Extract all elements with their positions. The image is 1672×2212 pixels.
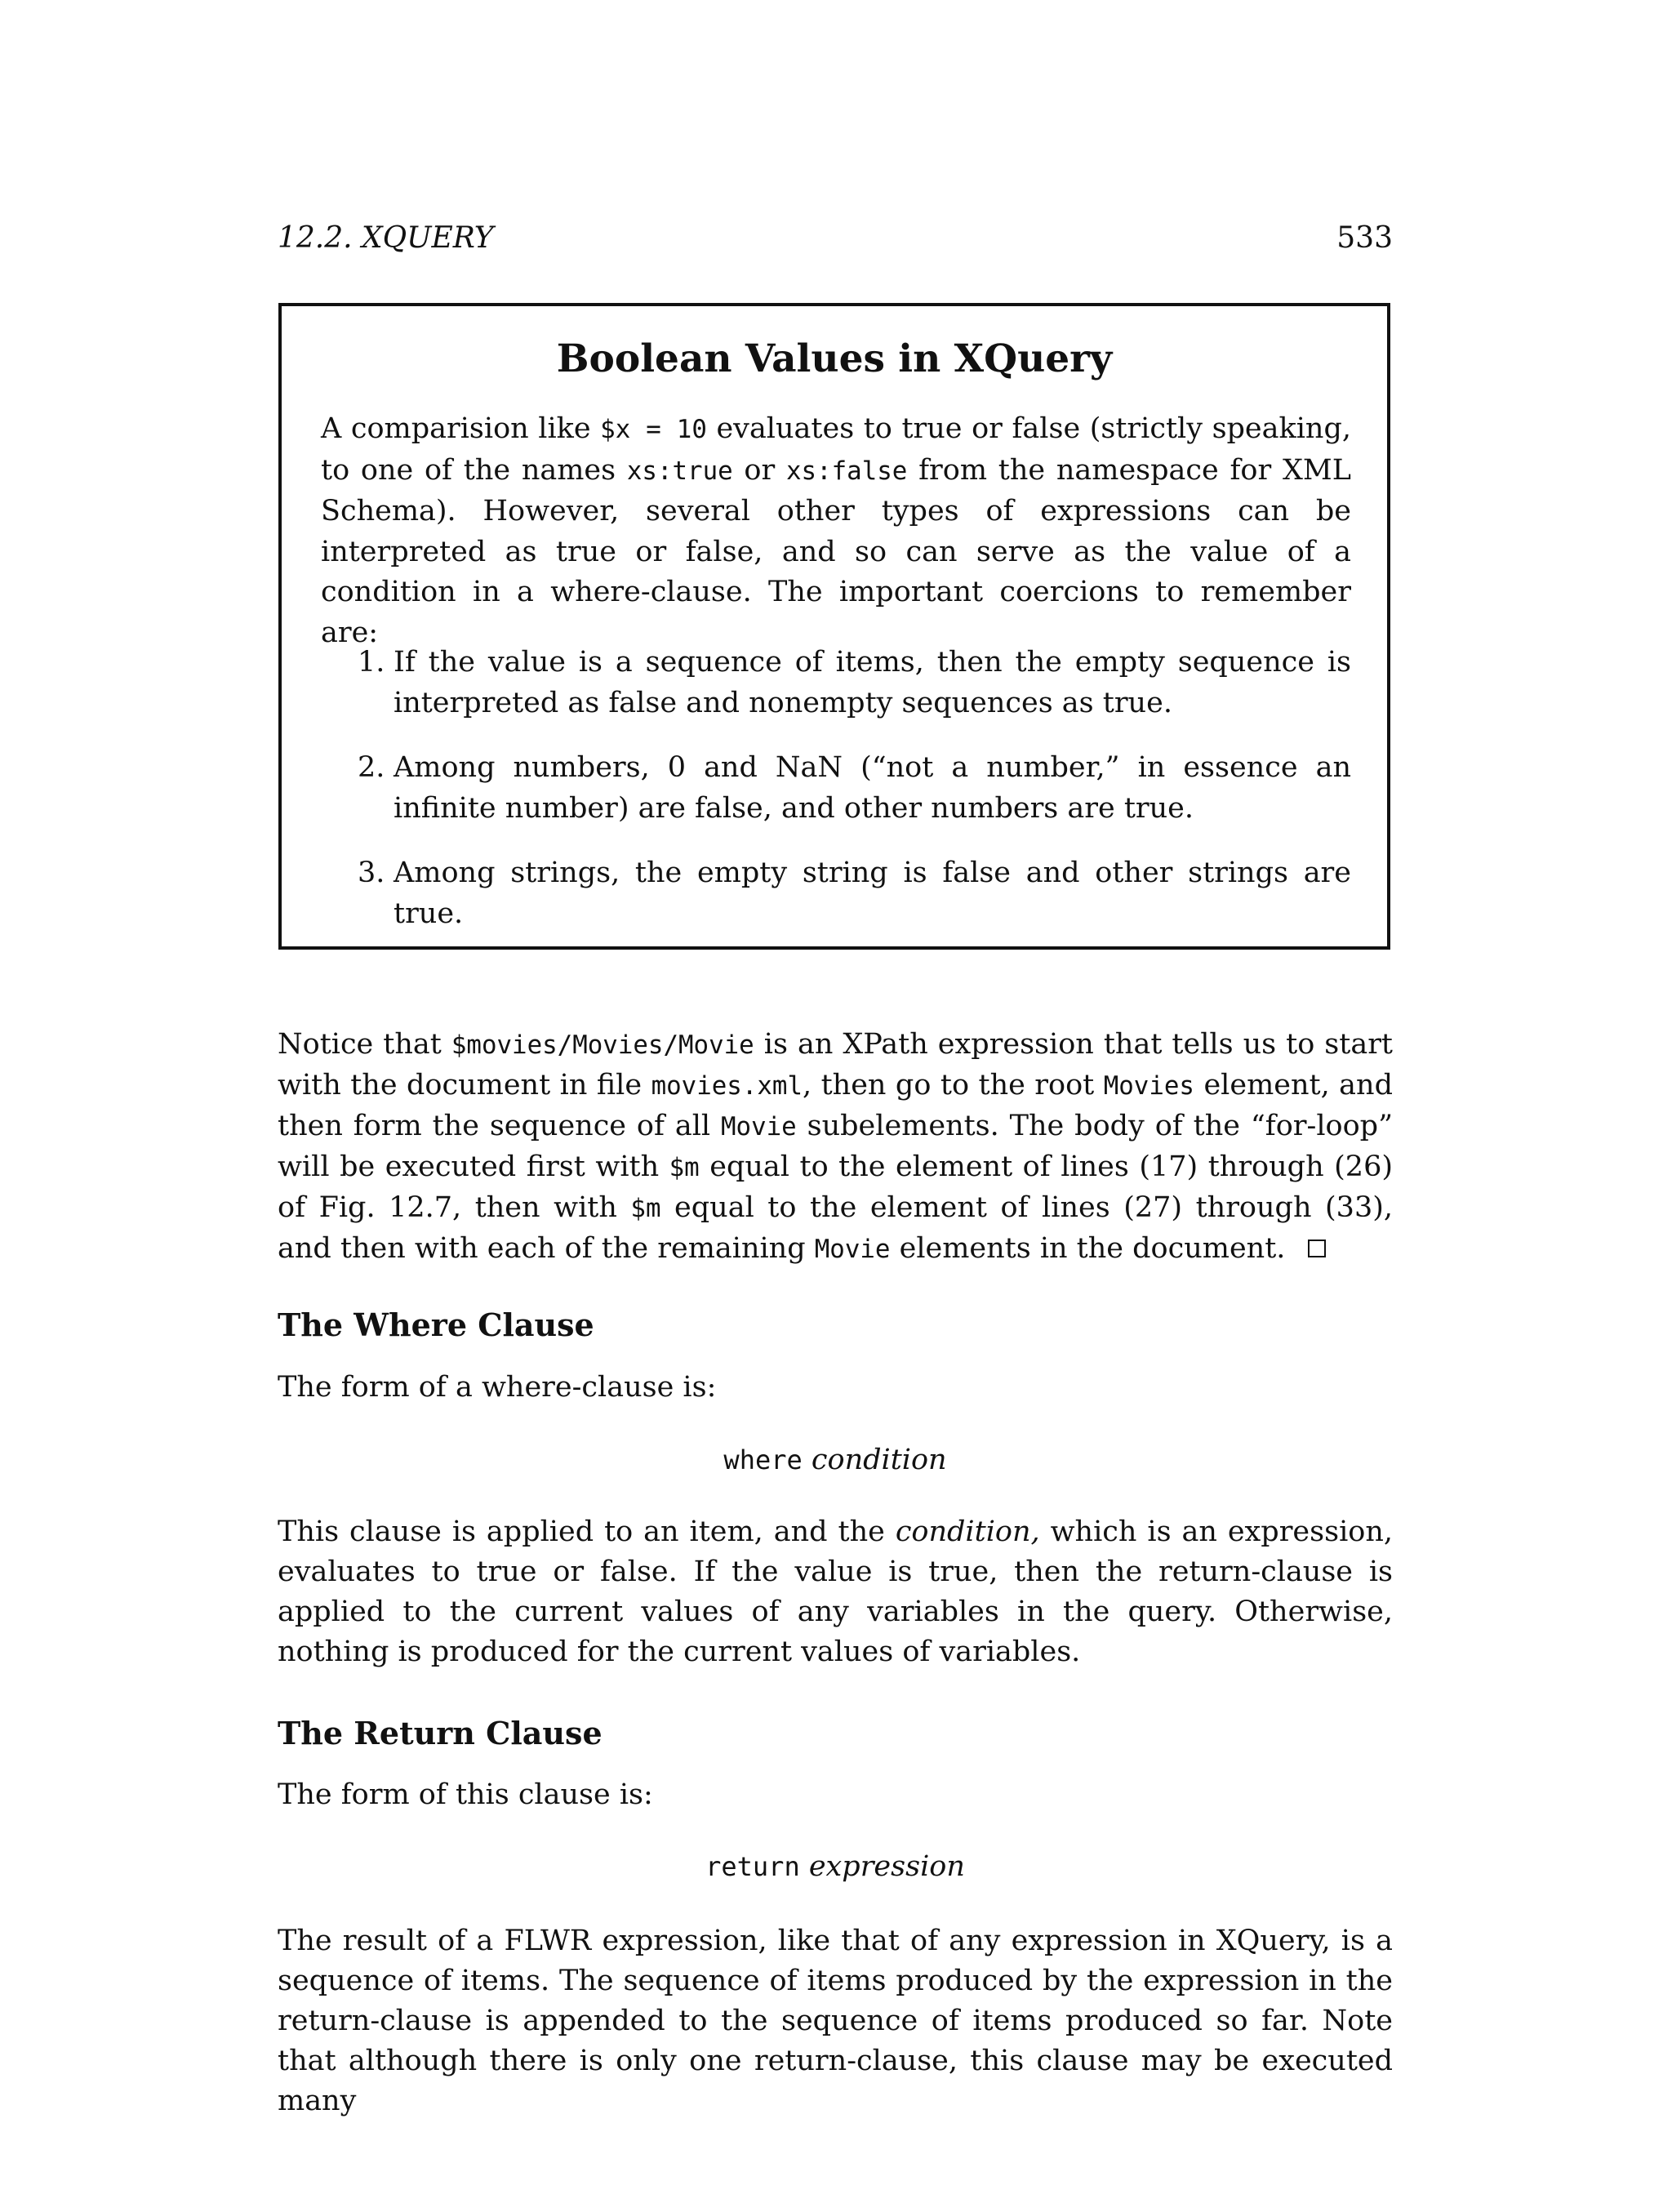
code-xs-true: xs:true	[626, 456, 733, 486]
list-item-text: If the value is a sequence of items, then the empty sequence is interpreted as false and nonempty sequences as true.	[394, 646, 1351, 719]
box-intro-paragraph: A comparision like $x = 10 evaluates to true or false (strictly speaking, to one of the names xs:true or xs:false from the namespace for XML Schema). However, several other types of expressions can be interpreted as true or false, and so can serve as the value of a condition in a where-clause. The important coercions to remember are:	[321, 412, 1351, 649]
list-item	[321, 748, 1351, 829]
list-item-text: Among numbers, 0 and NaN (“not a number,” in essence an infinite number) are false, and other numbers are true.	[394, 751, 1351, 825]
italic-term: condition,	[895, 1515, 1040, 1548]
where-paragraph: This clause is applied to an item, and the condition, which is an expression, evaluates to true or false. If the value is true, then the return-clause is applied to the current values of any variables in the query. Otherwise, nothing is produced for the current values of variables.	[278, 1515, 1393, 1668]
code-xs-false: xs:false	[785, 456, 908, 486]
list-item-text: Among strings, the empty string is false and other strings are true.	[394, 857, 1351, 930]
keyword-where: where	[723, 1444, 803, 1475]
end-of-example-icon	[1308, 1240, 1326, 1257]
syntax-placeholder: condition	[811, 1444, 947, 1476]
return-intro: The form of this clause is:	[278, 1778, 653, 1811]
running-head	[278, 220, 1393, 256]
syntax-placeholder: expression	[808, 1850, 965, 1883]
notice-paragraph: Notice that $movies/Movies/Movie is an XPath expression that tells us to start with the document in file movies.xml, then go to the root Movies element, and then form the sequence of all Movie subelements. The body of the “for-loop” will be executed first with $m equal to the element of lines (17) through (26) of Fig. 12.7, then with $m equal to the element of lines (27) through (33), and then with each of the remaining Movie elements in the document.	[278, 1028, 1393, 1265]
code-movies: Movies	[1103, 1071, 1194, 1101]
list-item-number: 1.	[358, 646, 385, 679]
heading-where-clause: The Where Clause	[278, 1306, 594, 1343]
return-paragraph: The result of a FLWR expression, like that of any expression in XQuery, is a sequence of items. The sequence of items produced by the expression in the return-clause is appended to the sequence of items produced so far. Note that although there is only one return-clause, this clause may be executed many	[278, 1925, 1393, 2117]
coercion-list	[321, 643, 1351, 959]
list-item	[321, 643, 1351, 723]
code-movie: Movie	[814, 1235, 891, 1264]
section-label: 12.2. XQUERY	[278, 221, 494, 255]
heading-return-clause: The Return Clause	[278, 1715, 603, 1751]
list-item	[321, 853, 1351, 934]
page-number: 533	[1336, 221, 1393, 255]
return-syntax	[278, 1847, 1393, 1886]
list-item-number: 2.	[358, 751, 385, 784]
where-syntax	[278, 1440, 1393, 1480]
code-movie: Movie	[721, 1112, 797, 1142]
code-filename: movies.xml	[651, 1071, 803, 1101]
box-title: Boolean Values in XQuery	[556, 336, 1113, 381]
where-intro: The form of a where-clause is:	[278, 1371, 717, 1404]
sidebar-box-boolean-values	[278, 303, 1390, 950]
keyword-return: return	[705, 1851, 800, 1882]
code-m: $m	[669, 1153, 700, 1182]
code-xpath: $movies/Movies/Movie	[451, 1030, 754, 1060]
code-m: $m	[630, 1194, 661, 1223]
code-comparison: $x = 10	[600, 415, 707, 444]
list-item-number: 3.	[358, 857, 385, 889]
